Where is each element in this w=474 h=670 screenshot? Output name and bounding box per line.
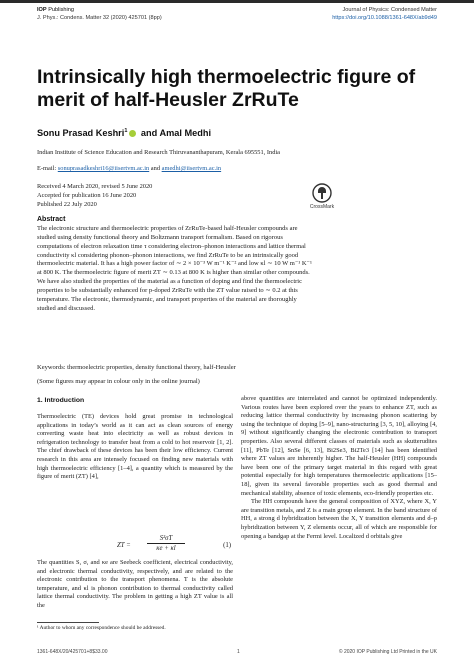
equation-zt <box>37 535 233 557</box>
email-connector: and <box>149 165 162 172</box>
right-column <box>241 395 437 541</box>
abstract-heading: Abstract <box>37 216 66 223</box>
header-row-1 <box>37 6 437 14</box>
intro-paragraph-2: The quantities S, σ, and κe are Seebeck coefficient, electrical conductivity, and electronic thermal conductivity, respectively, and are related to the electronic contribution to the transport phenomena. T is the absolute temperature, and κl is phonon contribution to thermal conductivity called lattice thermal conductivity. The problem in getting a high ZT value is all the <box>37 559 233 609</box>
crossmark-label: CrossMark <box>309 204 335 210</box>
colour-note: (Some figures may appear in colour only in the online journal) <box>37 378 200 385</box>
date-published: Published 22 July 2020 <box>37 201 97 208</box>
date-received: Received 4 March 2020, revised 5 June 2020 <box>37 183 153 190</box>
header-row-2 <box>37 14 437 22</box>
equation-numerator: S²σT <box>147 535 185 544</box>
page-number: 1 <box>237 649 240 655</box>
intro-paragraph-1: Thermoelectric (TE) devices hold great promise in technological applications in today’s world as it can act as clean sources of energy converting waste heat into electricity as well as robust devices in refrigeration technology to transfer heat from a cold to hot reservoir [1, 2]. The chief drawback of these devices has been their low efficiency. Current research in this area are intensely focused on finding new materials with high thermoelectric efficiency [1–4], a quantity which is measured by the figure of merit (ZT) [4], <box>37 413 233 481</box>
date-accepted: Accepted for publication 16 June 2020 <box>37 192 137 199</box>
footer-issn: 1361-648X/20/425701+8$33.00 <box>37 649 108 655</box>
citation: J. Phys.: Condens. Matter 32 (2020) 425701 (8pp) <box>37 15 162 21</box>
email-link-1[interactable]: sonuprasadkeshri16@iisertvm.ac.in <box>57 165 150 172</box>
equation-denominator: κe + κl <box>156 545 176 552</box>
affiliation: Indian Institute of Science Education and Research Thiruvananthapuram, Kerala 695551, India <box>37 149 280 156</box>
footer-copyright: © 2020 IOP Publishing Ltd Printed in the UK <box>338 649 437 655</box>
article-title: Intrinsically high thermoelectric figure of merit of half-Heusler ZrRuTe <box>37 66 416 111</box>
footnote: ¹ Author to whom any correspondence should be addressed. <box>37 625 166 631</box>
email-link-2[interactable]: amedhi@iisertvm.ac.in <box>161 165 222 172</box>
email-label: E-mail: <box>37 165 58 172</box>
publisher-logo: IOP Publishing <box>37 7 75 13</box>
equation-lhs: ZT = <box>117 542 131 549</box>
right-paragraph-1: above quantities are interrelated and cannot be optimized independently. Various routes have been explored over the years to enhance ZT, such as reducing lattice thermal conductivity by increasing phonon scattering by using the technique of doping [5–9], nano-structuring [3, 5, 10], alloying [4, 9] without significantly changing the electronic contribution to transport properties. Also several different classes of materials such as skutterudites [11], PbTe [12], SnSe [6, 13], Bi2Se3, Bi2Te3 [14] has been identified where ZT values are inherently higher. The half-Heusler (HH) compounds have been one of the primary target material in this regard with great potential especially for high temperatures thermoelectric applications [15–18], given its several favorable properties such as good thermal and mechanical stability, absence of toxic elements, eco-friendly properties etc. <box>241 395 437 497</box>
page-footer <box>37 649 437 655</box>
equation-fraction <box>147 535 185 552</box>
doi-link[interactable]: https://doi.org/10.1088/1361-648X/ab9d49 <box>332 15 437 21</box>
author-list <box>37 125 211 139</box>
crossmark-badge[interactable] <box>308 183 336 219</box>
author-1: Sonu Prasad Keshri <box>37 128 125 139</box>
footnote-rule <box>37 622 99 623</box>
author-connector: and <box>138 128 160 139</box>
equation-number: (1) <box>223 542 231 549</box>
top-rule <box>0 0 474 3</box>
right-paragraph-2: The HH compounds have the general composition of XYZ, where X, Y are transition metals, and Z is a main group element. In the band structure of HH, a strong d hybridization between the X, Y transition elements and d–p hybridization between Y, Z elements occur, all of which are responsible for opening a bandgap at the Fermi level. Localized d orbitals give <box>241 498 437 540</box>
orcid-icon[interactable] <box>129 130 136 137</box>
journal-name: Journal of Physics: Condensed Matter <box>342 7 437 13</box>
keywords: Keywords: thermoelectric properties, density functional theory, half-Heusler <box>37 364 236 371</box>
crossmark-icon <box>312 183 332 203</box>
email-line <box>37 165 221 174</box>
corresponding-mark: 1 <box>124 128 128 134</box>
intro-heading: 1. Introduction <box>37 397 85 404</box>
author-2: Amal Medhi <box>159 128 212 139</box>
abstract-text: The electronic structure and thermoelectric properties of ZrRuTe-based half-Heusler compounds are studied using density functional theory and Boltzmann transport formalism. Based on rigorous computations of electron relaxation time τ considering electron–phonon interactions and lattice thermal conductivity κl considering phonon–phonon interactions, we find ZrRuTe to be an intrinsically good thermoelectric material. It has a high power factor of ∼ 2 × 10⁻³ W m⁻¹ K⁻² and low κl ∼ 10 W m⁻¹ K⁻¹ at 800 K. The thermoelectric figure of merit ZT ∼ 0.13 at 800 K is higher than similar other compounds. We have also studied the properties of the material as a function of doping and find the thermoelectric properties to be substantially enhanced for p-doped ZrRuTe with the ZT value raised to ∼ 0.2 at this temperature. The electronic, thermodynamic, and transport properties of the material are thoroughly studied and discussed. <box>37 225 312 312</box>
